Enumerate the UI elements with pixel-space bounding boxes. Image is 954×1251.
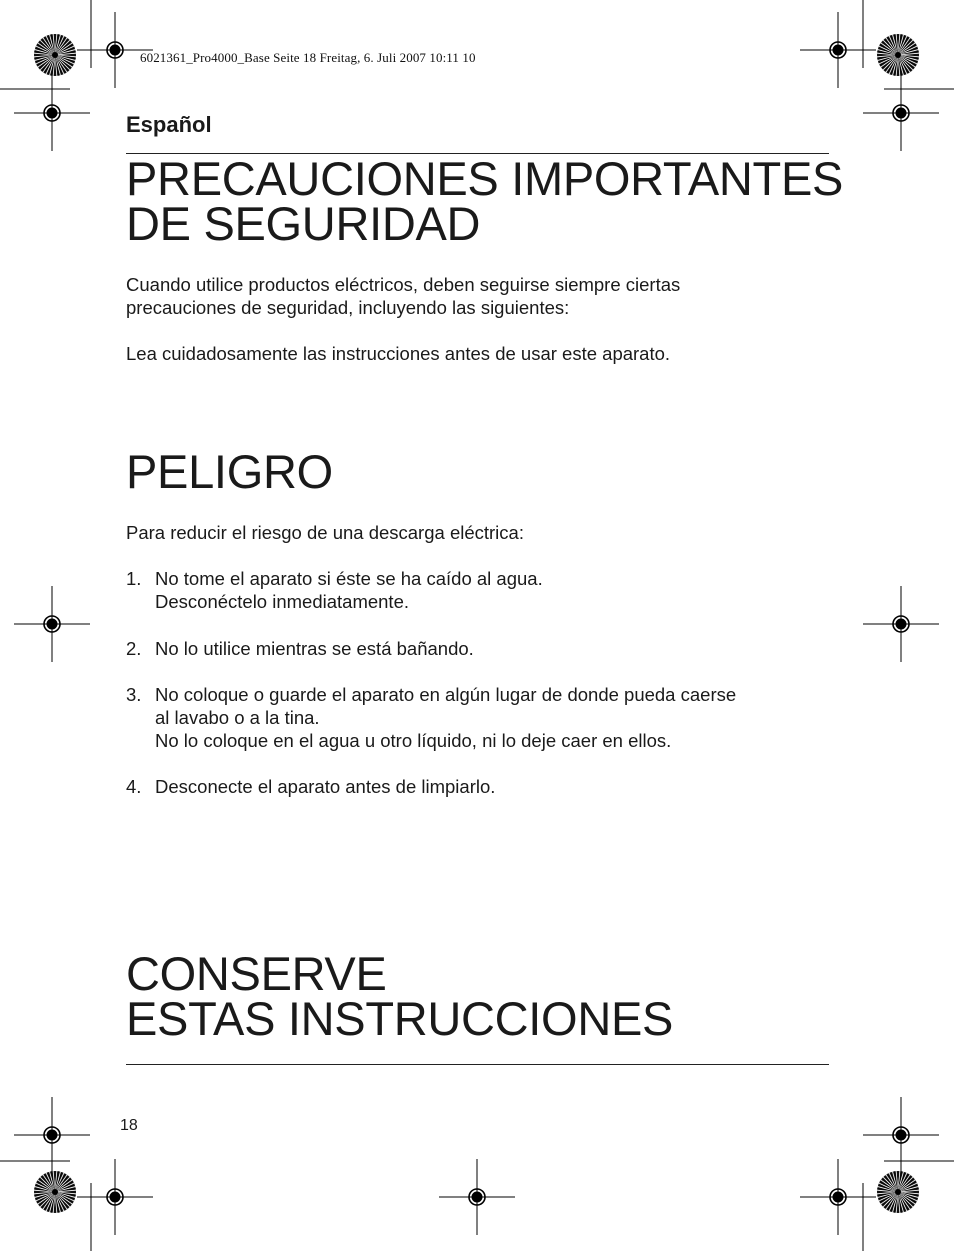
read-instructions-text: Lea cuidadosamente las instrucciones antes de usar este aparato. [126, 343, 671, 364]
heading-safety-line-1: PRECAUCIONES IMPORTANTES [126, 152, 844, 205]
registration-target [14, 1097, 90, 1173]
starburst-mark [877, 1171, 919, 1213]
list-item-line: No lo coloque en el agua u otro líquido, ni lo deje caer en ellos. [155, 730, 672, 751]
list-item-number: 3. [126, 684, 142, 705]
page-number: 18 [120, 1117, 138, 1134]
danger-intro-text: Para reducir el riesgo de una descarga eléctrica: [126, 522, 524, 543]
section-language-label: Español [126, 112, 212, 137]
heading-keep-instructions [126, 947, 674, 1045]
list-item-line: No coloque o guarde el aparato en algún lugar de donde pueda caerse [155, 684, 737, 705]
list-item-line: No tome el aparato si éste se ha caído al agua. [155, 568, 543, 589]
intro-line-1: Cuando utilice productos eléctricos, deben seguirse siempre ciertas [126, 274, 681, 295]
registration-target [14, 75, 90, 151]
heading-keep-line-2: ESTAS INSTRUCCIONES [126, 992, 674, 1045]
registration-target [863, 586, 939, 662]
heading-keep-line-1: CONSERVE [126, 947, 387, 1000]
bottom-rule [126, 1064, 829, 1065]
list-item-number: 2. [126, 638, 142, 659]
registration-target [800, 12, 876, 88]
print-slug-line: 6021361_Pro4000_Base Seite 18 Freitag, 6. Juli 2007 10:11 10 [140, 50, 476, 65]
registration-target [77, 1159, 153, 1235]
intro-paragraph [126, 273, 680, 319]
list-item-number: 4. [126, 776, 142, 797]
registration-target [439, 1159, 515, 1235]
heading-safety-line-2: DE SEGURIDAD [126, 197, 481, 250]
heading-safety [126, 152, 844, 250]
starburst-mark [34, 34, 76, 76]
list-item-line: Desconéctelo inmediatamente. [155, 591, 410, 612]
list-item-line: al lavabo o a la tina. [155, 707, 320, 728]
registration-target [863, 1097, 939, 1173]
heading-danger: PELIGRO [126, 445, 333, 498]
intro-line-2: precauciones de seguridad, incluyendo las siguientes: [126, 297, 570, 318]
registration-target [800, 1159, 876, 1235]
list-item-line: Desconecte el aparato antes de limpiarlo. [155, 776, 496, 797]
list-item-line: No lo utilice mientras se está bañando. [155, 638, 474, 659]
registration-target [14, 586, 90, 662]
starburst-mark [34, 1171, 76, 1213]
starburst-mark [877, 34, 919, 76]
list-item-number: 1. [126, 568, 142, 589]
registration-target [863, 75, 939, 151]
